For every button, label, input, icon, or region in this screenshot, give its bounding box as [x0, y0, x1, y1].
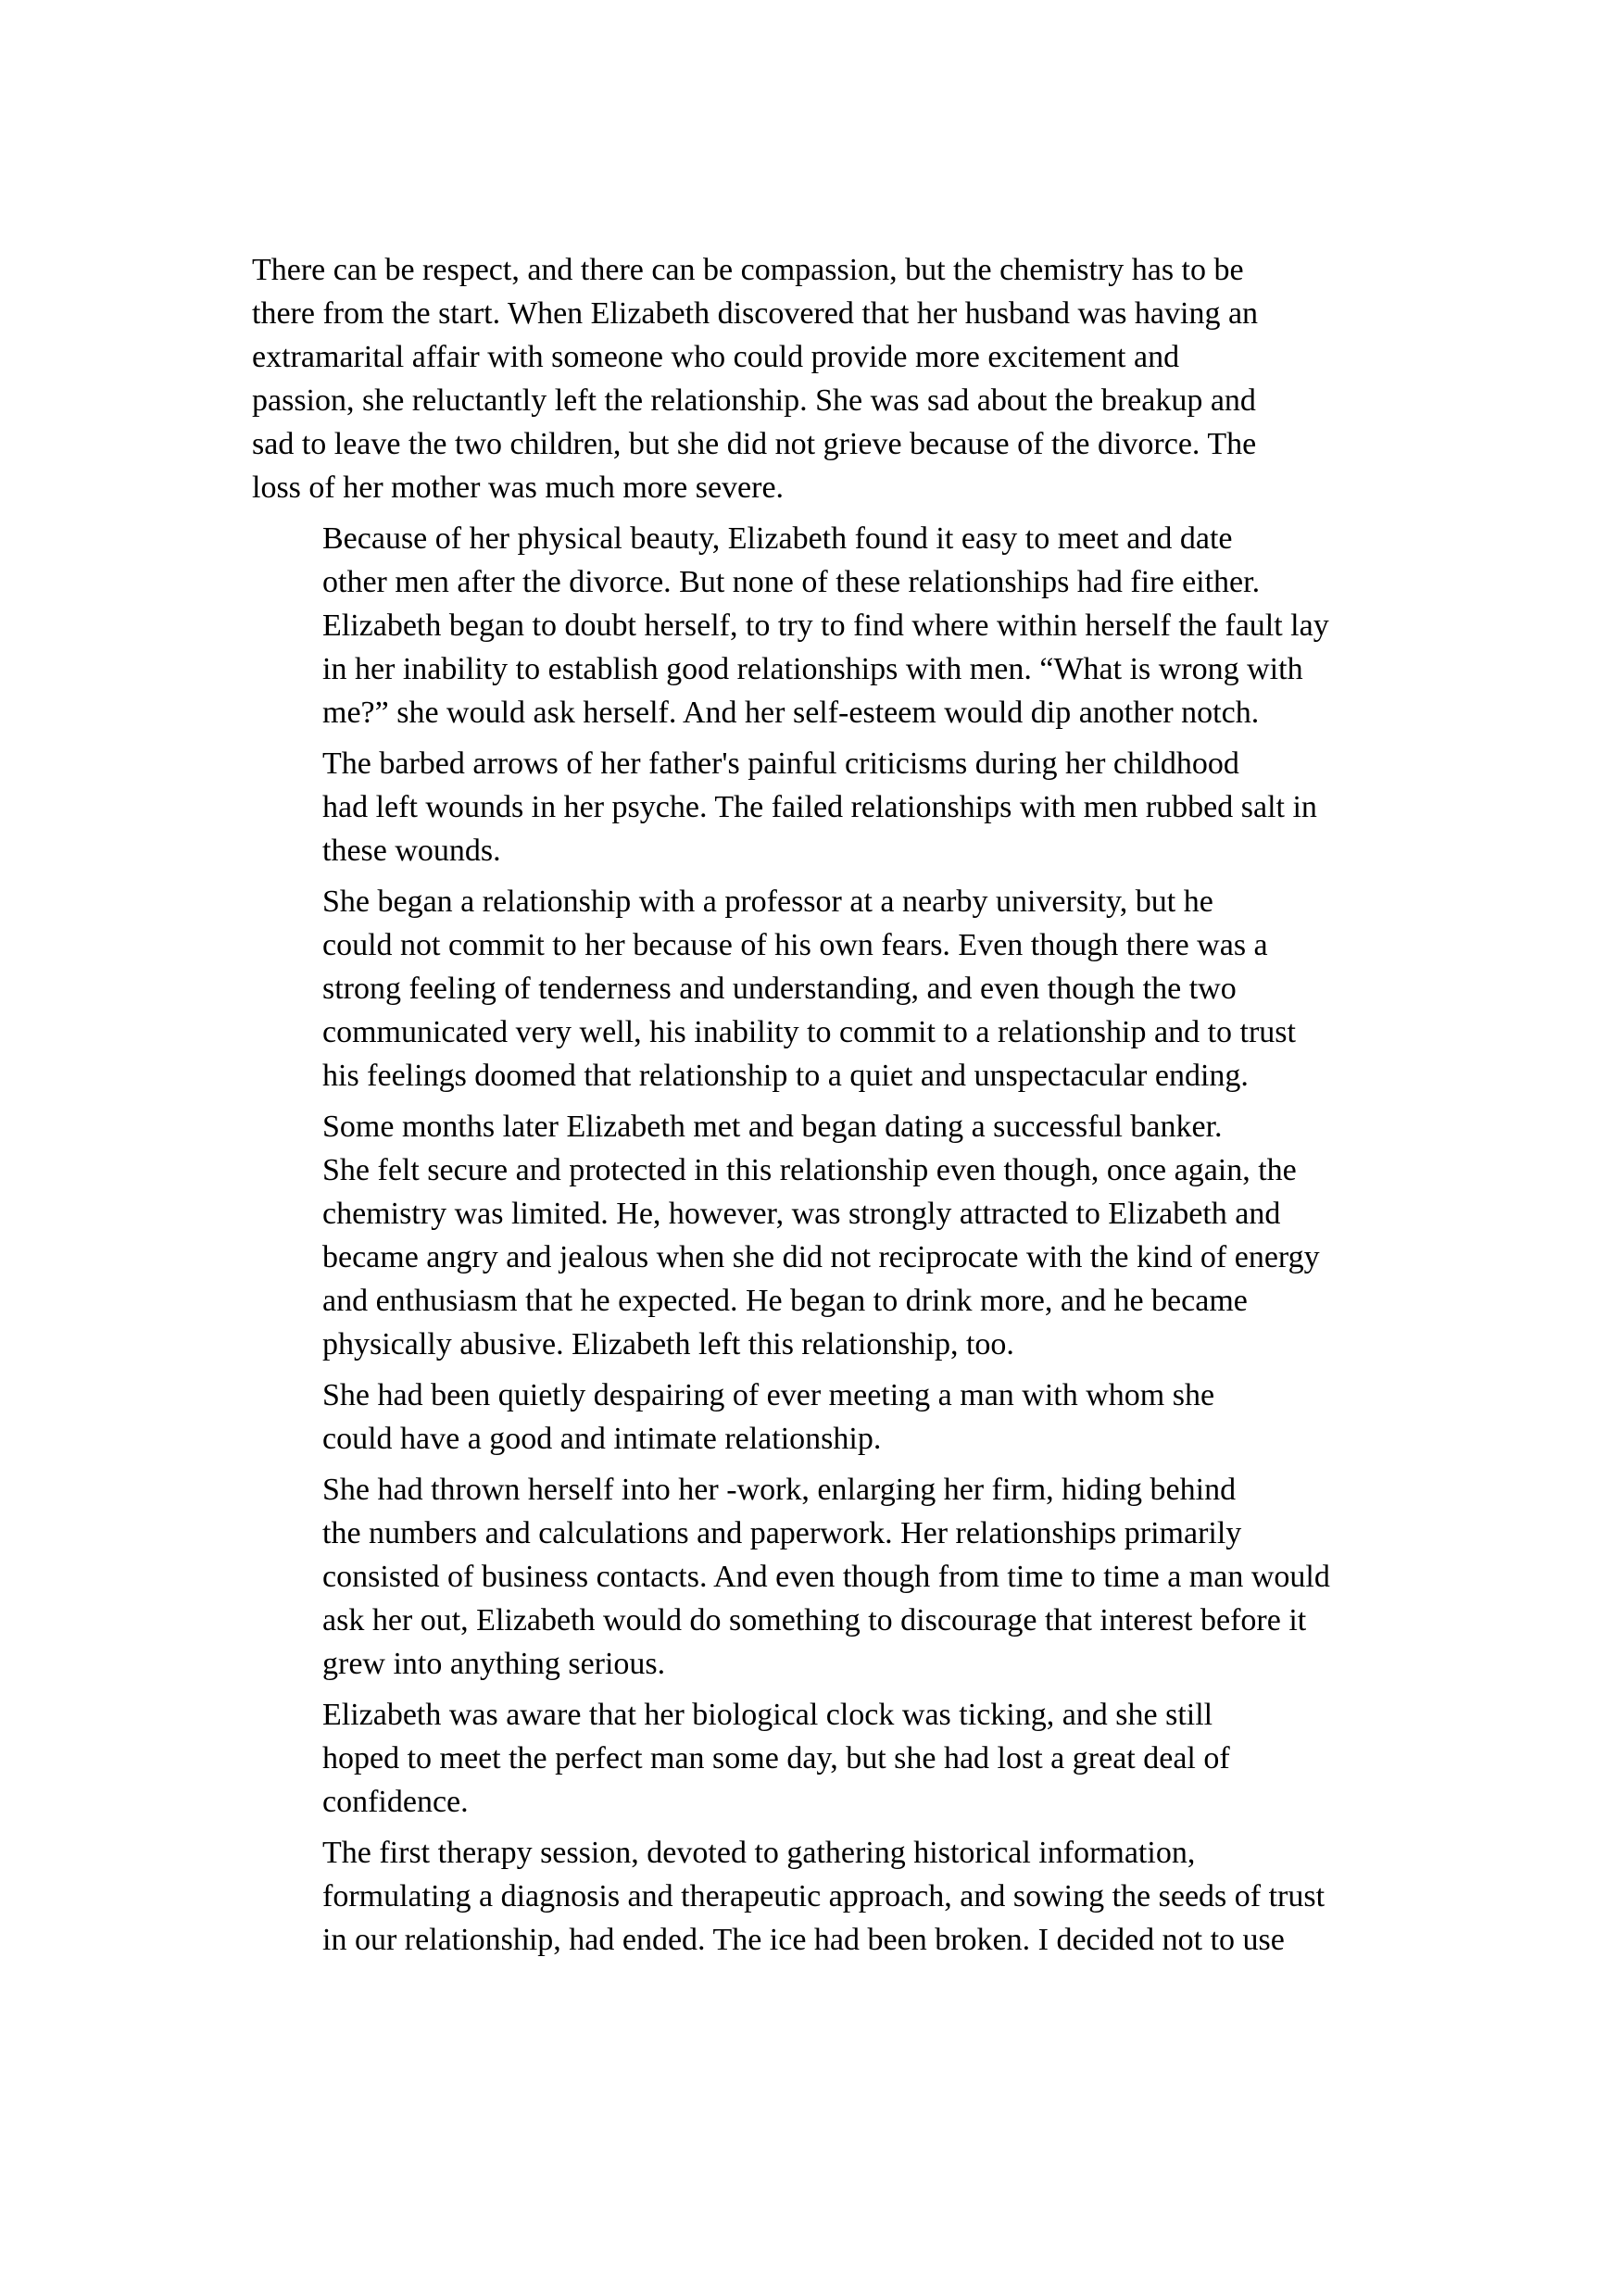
paragraph [252, 880, 1373, 1098]
text-line: became angry and jealous when she did not reciprocate with the kind of energy [322, 1240, 1320, 1274]
text-line: these wounds. [322, 834, 501, 868]
text-line: consisted of business contacts. And even though from time to time a man would [322, 1560, 1330, 1594]
text-line: She had thrown herself into her -work, enlarging her firm, hiding behind [322, 1473, 1237, 1507]
text-line: had left wounds in her psyche. The failed relationships with men rubbed salt in [322, 790, 1317, 824]
text-line: sad to leave the two children, but she did not grieve because of the divorce. The [252, 427, 1257, 461]
text-line: hoped to meet the perfect man some day, but she had lost a great deal of [322, 1741, 1230, 1775]
text-line: The first therapy session, devoted to gathering historical information, [322, 1836, 1196, 1870]
text-line: There can be respect, and there can be compassion, but the chemistry has to be [252, 253, 1244, 287]
text-line: She felt secure and protected in this relationship even though, once again, the [322, 1153, 1297, 1187]
text-line: could have a good and intimate relationship. [322, 1422, 882, 1456]
text-line: other men after the divorce. But none of these relationships had fire either. [322, 565, 1261, 599]
text-line: She began a relationship with a professor at a nearby university, but he [322, 885, 1213, 919]
text-line: the numbers and calculations and paperwork. Her relationships primarily [322, 1516, 1242, 1550]
text-line: ask her out, Elizabeth would do something to discourage that interest before it [322, 1603, 1307, 1637]
text-line: extramarital affair with someone who could provide more excitement and [252, 340, 1180, 374]
paragraph [252, 1374, 1373, 1461]
paragraph [252, 248, 1373, 509]
text-line: there from the start. When Elizabeth discovered that her husband was having an [252, 296, 1259, 331]
text-line: Elizabeth began to doubt herself, to try to find where within herself the fault lay [322, 609, 1329, 643]
text-line: Elizabeth was aware that her biological clock was ticking, and she still [322, 1698, 1213, 1732]
text-line: She had been quietly despairing of ever meeting a man with whom she [322, 1378, 1215, 1412]
text-line: confidence. [322, 1785, 469, 1819]
text-line: his feelings doomed that relationship to a quiet and unspectacular ending. [322, 1059, 1249, 1093]
text-line: me?” she would ask herself. And her self-esteem would dip another notch. [322, 696, 1260, 730]
text-line: Some months later Elizabeth met and began dating a successful banker. [322, 1110, 1223, 1144]
text-line: The barbed arrows of her father's painful criticisms during her childhood [322, 747, 1239, 781]
paragraph [252, 517, 1373, 734]
text-line: communicated very well, his inability to commit to a relationship and to trust [322, 1015, 1296, 1049]
text-line: Because of her physical beauty, Elizabeth found it easy to meet and date [322, 521, 1233, 556]
text-line: passion, she reluctantly left the relationship. She was sad about the breakup and [252, 383, 1256, 418]
paragraph [252, 742, 1373, 872]
text-line: strong feeling of tenderness and understanding, and even though the two [322, 972, 1237, 1006]
text-line: in her inability to establish good relationships with men. “What is wrong with [322, 652, 1303, 686]
text-line: grew into anything serious. [322, 1647, 666, 1681]
text-line: could not commit to her because of his own fears. Even though there was a [322, 928, 1268, 962]
text-line: formulating a diagnosis and therapeutic approach, and sowing the seeds of trust [322, 1879, 1326, 1913]
text-line: loss of her mother was much more severe. [252, 470, 785, 505]
text-line: chemistry was limited. He, however, was strongly attracted to Elizabeth and [322, 1197, 1281, 1231]
paragraph [252, 1693, 1373, 1824]
paragraph [252, 1831, 1373, 1962]
text-line: physically abusive. Elizabeth left this relationship, too. [322, 1327, 1014, 1361]
body-text [252, 248, 1373, 1969]
paragraph [252, 1105, 1373, 1366]
text-line: in our relationship, had ended. The ice had been broken. I decided not to use [322, 1923, 1285, 1957]
text-line: and enthusiasm that he expected. He began to drink more, and he became [322, 1284, 1248, 1318]
paragraph [252, 1468, 1373, 1686]
